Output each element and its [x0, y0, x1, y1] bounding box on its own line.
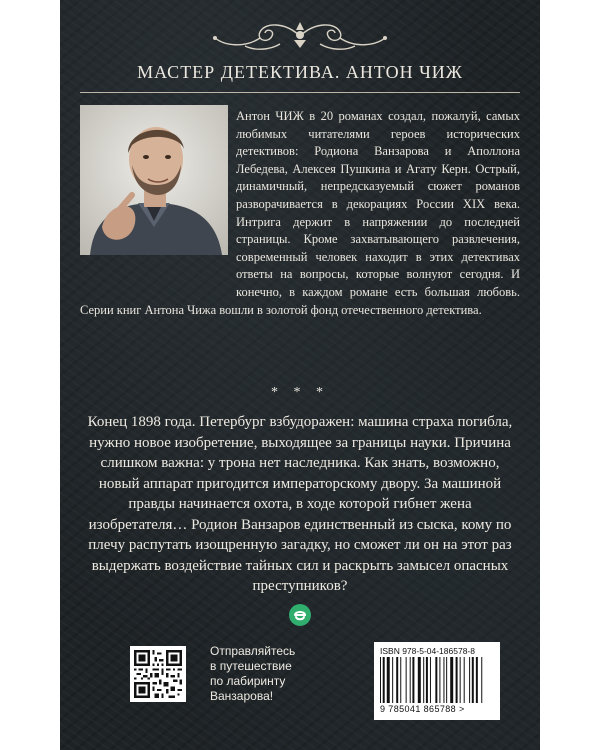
barcode-bar: [469, 657, 470, 703]
barcode-bar: [418, 657, 421, 703]
barcode-bar: [476, 657, 478, 703]
ornament-flourish-icon: [210, 18, 390, 54]
author-bio: [80, 108, 520, 319]
barcode-bar: [430, 657, 431, 703]
barcode-bar: [426, 657, 428, 703]
barcode-bar: [443, 657, 444, 703]
barcode-icon: [380, 657, 494, 703]
invite-line: Отправляйтесь: [210, 644, 296, 658]
photo-space: [80, 108, 236, 286]
bio-text: Антон ЧИЖ в 20 романах создал, пожалуй, самых любимых читателями героев исторических детективов: Родиона Ванзарова и Аполлона Лебедева, Алексея Пушкина и Агату Керн. Острый, динамичный, непредсказуемый сюжет романов разворачивается в декорациях России XIX века. Интрига держит в напряжении до последней страницы. Кроме захватывающего развлечения, современный человек находит в этих детективах ответы на вопросы, которые волнуют сегодня. И конечно, в каждом романе есть большая любовь. Серии книг Антона Чижа вошли в золотой фонд отечественного детектива.: [80, 109, 520, 317]
barcode-bar: [435, 657, 437, 703]
barcode-bar: [456, 657, 458, 703]
barcode-bar: [383, 657, 385, 703]
invite-line: в путешествие: [210, 659, 292, 673]
barcode-bar: [380, 657, 381, 703]
barcode-panel: [374, 642, 500, 720]
barcode-bar: [464, 657, 465, 703]
qr-code-icon: [134, 650, 182, 698]
barcode-bar: [439, 657, 440, 703]
barcode-bar: [450, 657, 453, 703]
barcode-bar: [406, 657, 407, 703]
barcode-bar: [410, 657, 411, 703]
barcode-bar: [446, 657, 447, 703]
barcode-bar: [423, 657, 424, 703]
series-divider: [80, 92, 520, 93]
back-cover: [60, 0, 540, 750]
barcode-bar: [460, 657, 461, 703]
barcode-bar: [392, 657, 393, 703]
barcode-bar: [387, 657, 390, 703]
barcode-bar: [396, 657, 398, 703]
barcode-bar: [481, 657, 482, 703]
invite-text: [210, 644, 330, 704]
invite-line: по лабиринту: [210, 674, 286, 688]
eksmo-logo-icon: [288, 603, 312, 627]
section-separator: * * *: [271, 385, 329, 400]
invite-line: Ванзарова!: [210, 689, 274, 703]
book-synopsis: Конец 1898 года. Петербург взбудоражен: машина страха погибла, нужно новое изобретение, выходящее за границы науки. Причина слишком важна: у трона нет наследника. Как знать, возможно, новый аппарат пригодится императорскому двору. За машиной правды начинается охота, в ходе которой гибнет жена изобретателя… Родион Ванзаров единственный из сыска, кому по плечу распутать изощренную загадку, но сможет ли он на этот раз выдержать воздействие тайных сил и раскрыть замысел опасных преступников?: [87, 414, 513, 594]
series-title: МАСТЕР ДЕТЕКТИВА. АНТОН ЧИЖ: [137, 62, 463, 82]
barcode-bar: [472, 657, 474, 703]
isbn-text: ISBN 978-5-04-186578-8: [380, 646, 475, 656]
barcode-number: 9 785041 865788 >: [380, 704, 465, 714]
barcode-bar: [412, 657, 414, 703]
barcode-bar: [400, 657, 401, 703]
qr-code[interactable]: [130, 646, 186, 702]
